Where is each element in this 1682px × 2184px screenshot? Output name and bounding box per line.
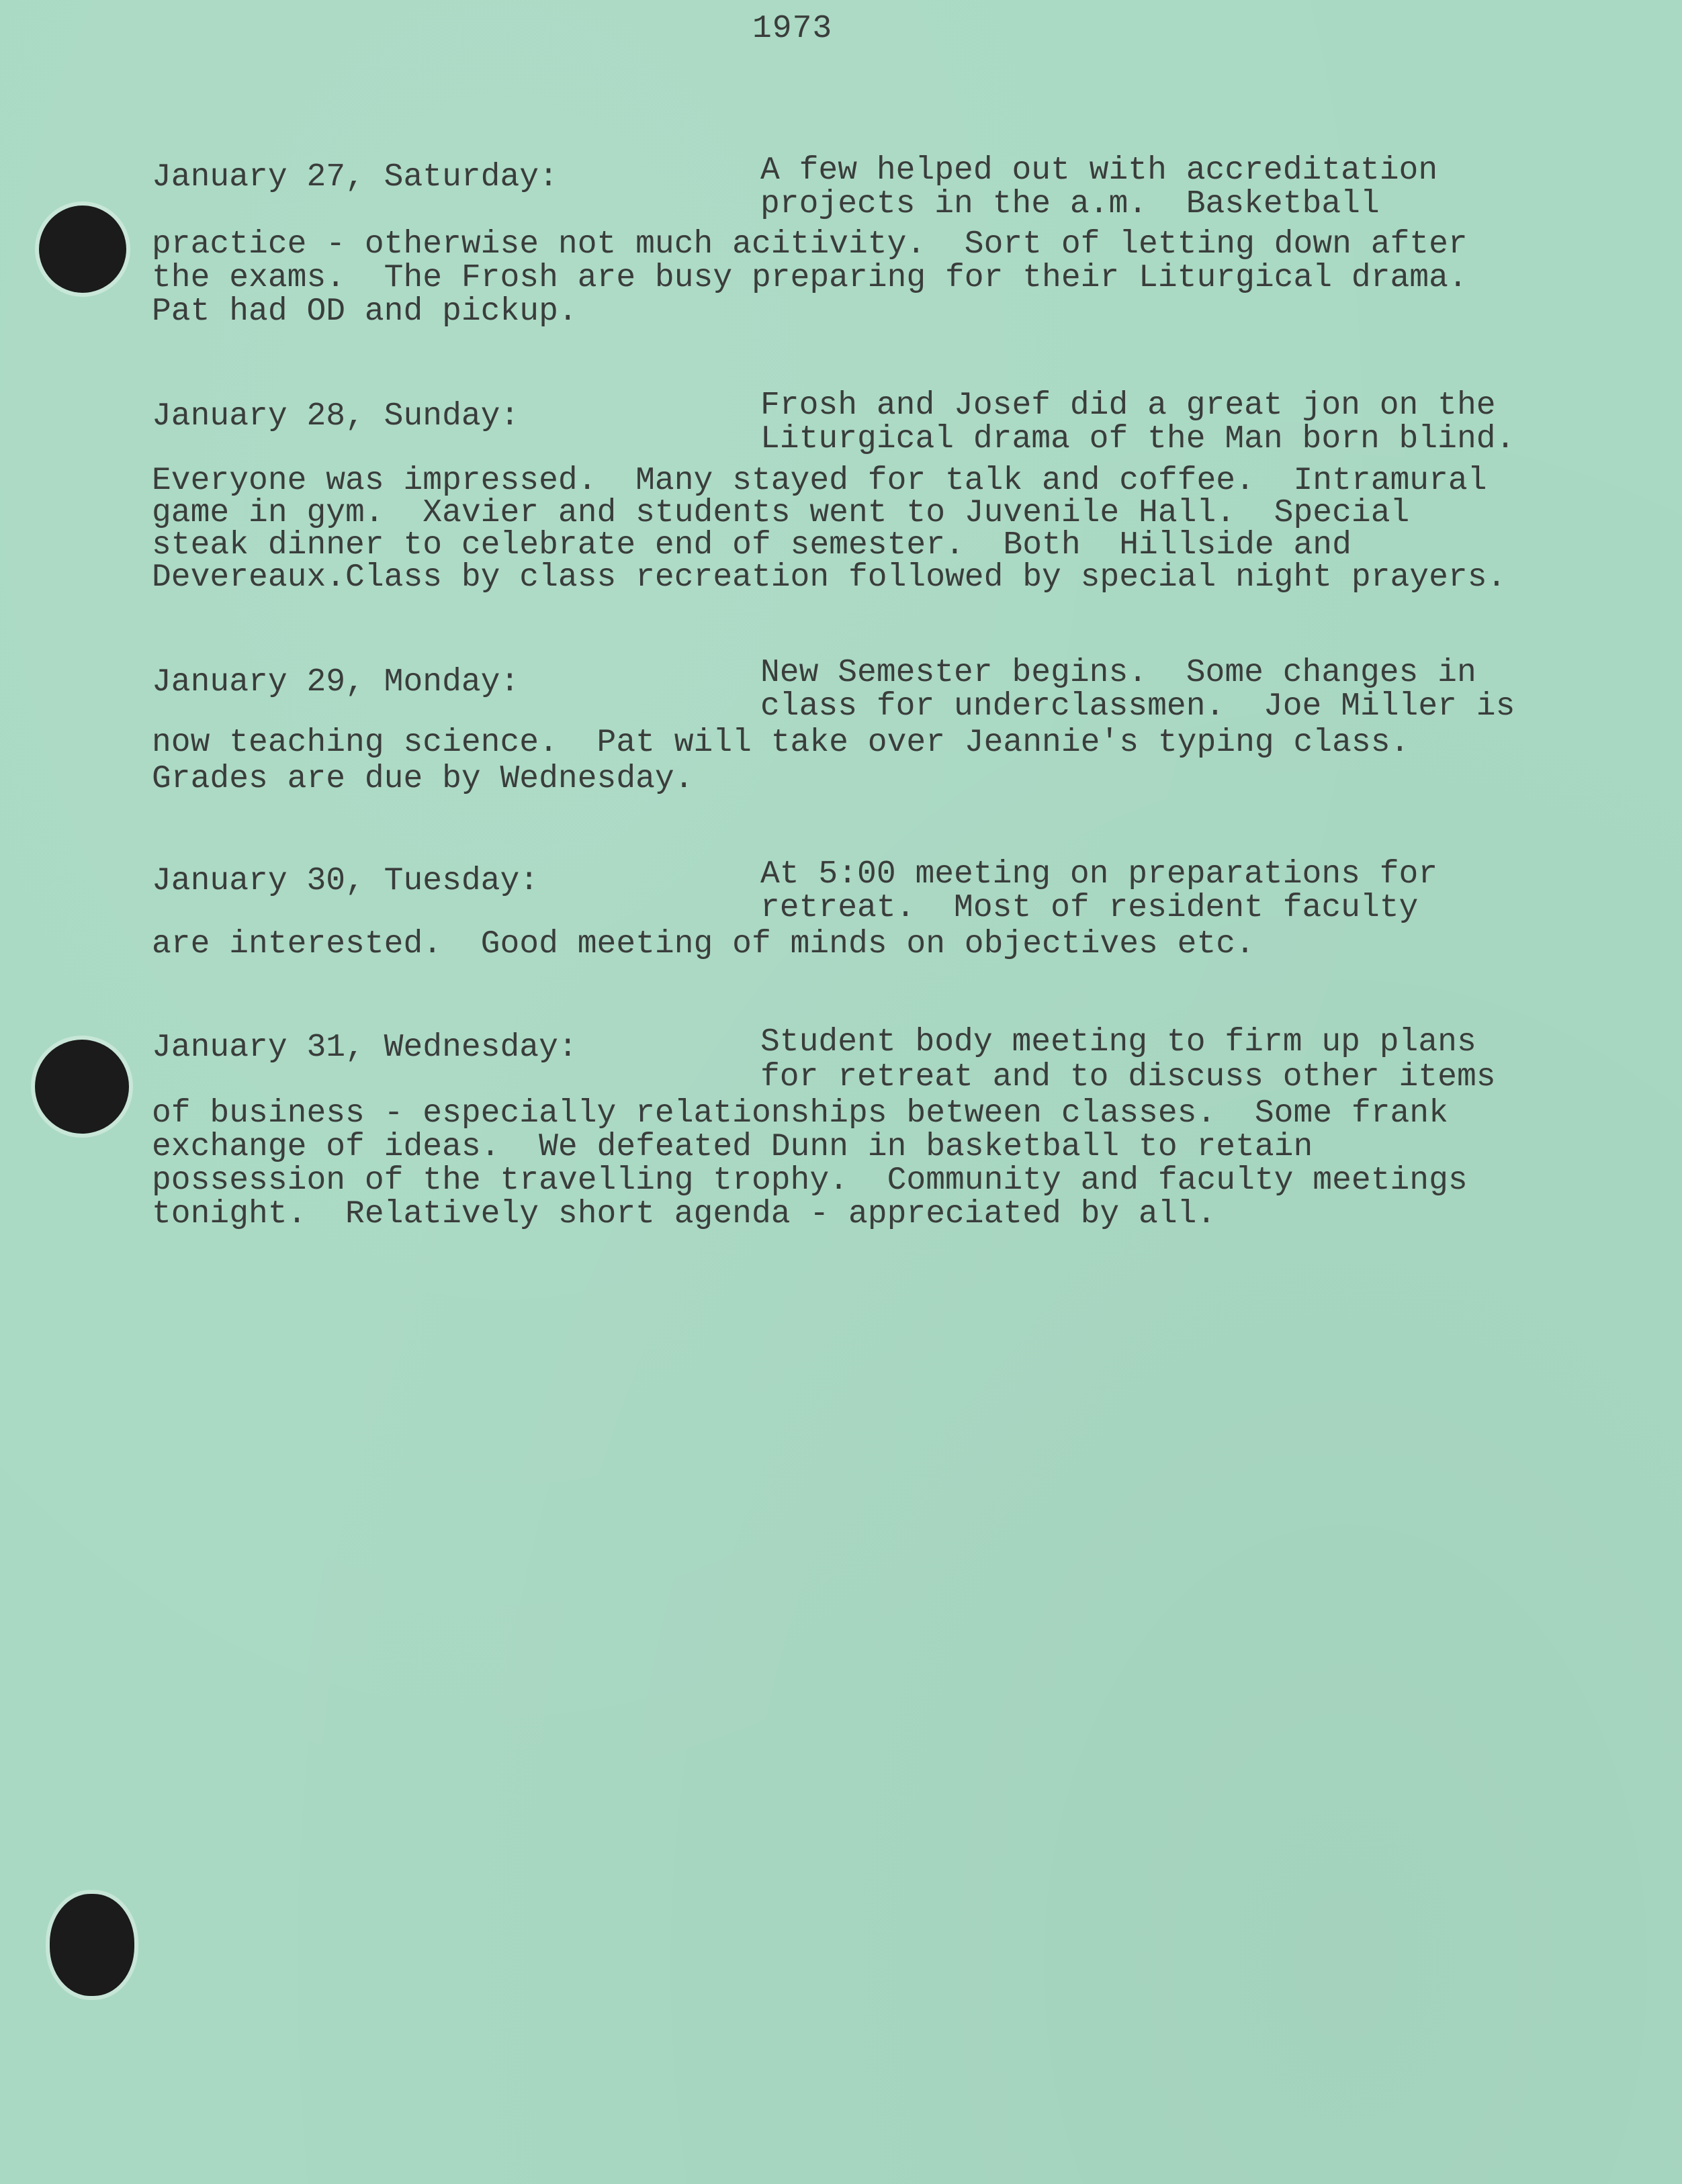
punch-hole <box>35 1040 129 1134</box>
entry-text-line: steak dinner to celebrate end of semester. Both Hillside and <box>152 527 1352 563</box>
entry-text-line: practice - otherwise not much acitivity. Sort of letting down after <box>152 226 1468 263</box>
entry-date: January 29, Monday: <box>152 664 520 700</box>
entry-text-line: for retreat and to discuss other items <box>760 1059 1496 1095</box>
punch-hole <box>50 1894 134 1996</box>
entry-text-line: possession of the travelling trophy. Community and faculty meetings <box>152 1163 1468 1199</box>
entry-date: January 30, Tuesday: <box>152 863 539 899</box>
punch-hole <box>39 206 126 293</box>
entry-text-line: game in gym. Xavier and students went to Juvenile Hall. Special <box>152 495 1410 531</box>
entry-text-line: retreat. Most of resident faculty <box>760 890 1419 926</box>
entry-text-line: Liturgical drama of the Man born blind. <box>760 421 1515 457</box>
entry-text-line: New Semester begins. Some changes in <box>760 655 1476 691</box>
entry-text-line: tonight. Relatively short agenda - appreciated by all. <box>152 1196 1216 1232</box>
entry-date: January 28, Sunday: <box>152 398 520 435</box>
entry-text-line: exchange of ideas. We defeated Dunn in basketball to retain <box>152 1129 1313 1165</box>
entry-text-line: Grades are due by Wednesday. <box>152 761 694 797</box>
entry-text-line: class for underclassmen. Joe Miller is <box>760 688 1515 725</box>
entry-text-line: projects in the a.m. Basketball <box>760 186 1380 222</box>
entry-text-line: Devereaux.Class by class recreation followed by special night prayers. <box>152 559 1507 596</box>
entry-text-line: Everyone was impressed. Many stayed for talk and coffee. Intramural <box>152 463 1487 499</box>
entry-text-line: Student body meeting to firm up plans <box>760 1024 1476 1060</box>
entry-date: January 27, Saturday: <box>152 159 558 195</box>
entry-text-line: now teaching science. Pat will take over Jeannie's typing class. <box>152 725 1410 761</box>
entry-text-line: are interested. Good meeting of minds on objectives etc. <box>152 926 1255 962</box>
entry-text-line: of business - especially relationships between classes. Some frank <box>152 1095 1448 1132</box>
entry-text-line: A few helped out with accreditation <box>760 152 1438 189</box>
entry-text-line: At 5:00 meeting on preparations for <box>760 856 1438 893</box>
entry-text-line: the exams. The Frosh are busy preparing for their Liturgical drama. <box>152 260 1468 296</box>
entry-text-line: Pat had OD and pickup. <box>152 293 578 330</box>
entry-date: January 31, Wednesday: <box>152 1030 578 1066</box>
entry-text-line: Frosh and Josef did a great jon on the <box>760 388 1496 424</box>
page-year: 1973 <box>752 11 833 47</box>
